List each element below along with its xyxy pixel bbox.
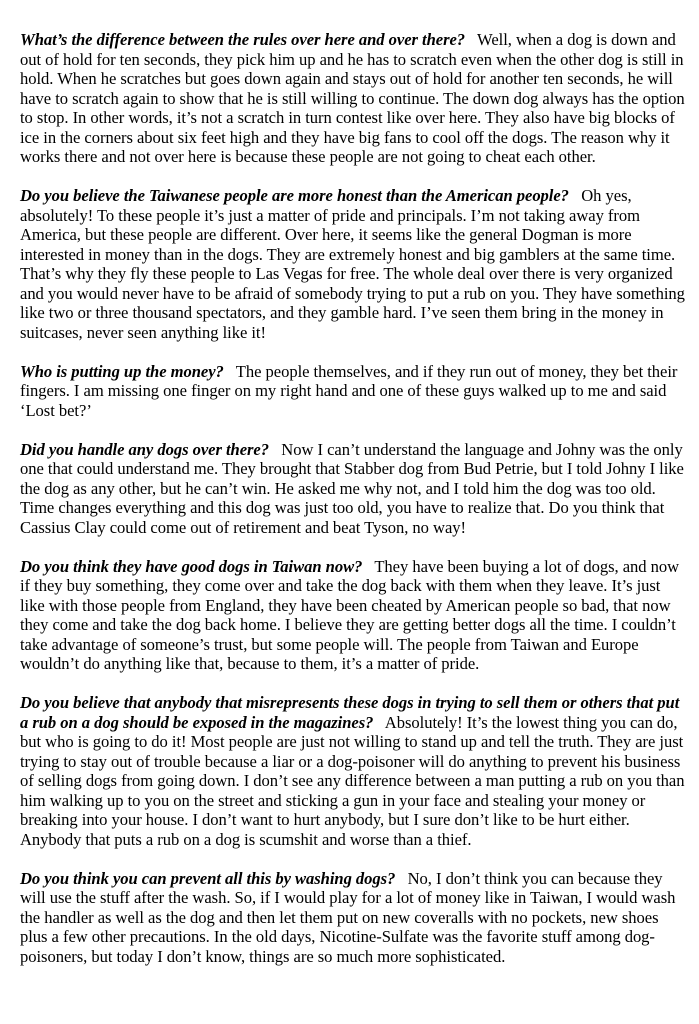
interview-question: Do you believe that anybody that misrepresents these dogs in trying to sell them or others that put a rub on a dog should be exposed in the magazines?	[20, 693, 680, 732]
interview-question: What’s the difference between the rules over here and over there?	[20, 30, 466, 49]
interview-answer: No, I don’t think you can because they will use the stuff after the wash. So, if I would play for a lot of money like in Taiwan, I would wash the handler as well as the dog and then let them put on new coveralls with no pockets, new shoes plus a few other precautions. In the old days, Nicotine-Sulfate was the favorite stuff among dog-poisoners, but today I don’t know, things are so much more sophisticated.	[20, 868, 676, 966]
interview-paragraph-honesty	[20, 186, 688, 342]
interview-answer: Oh yes, absolutely! To these people it’s just a matter of pride and principals. I’m not taking away from America, but these people are different. Over here, it seems like the general Dogman is more interested in money than in the dogs. They are extremely honest and big gamblers at the same time. That’s why they fly these people to Las Vegas for free. The whole deal over there is very organized and you would never have to be afraid of somebody trying to put a rub on you. They have something like two or three thousand spectators, and they gamble hard. I’ve seen them bring in the money in suitcases, never seen anything like it!	[20, 186, 685, 342]
interview-paragraph-money	[20, 362, 688, 421]
interview-answer: Absolutely! It’s the lowest thing you can do, but who is going to do it! Most people are just not willing to stand up and tell the truth. They are just trying to stay out of trouble because a liar or a dog-poisoner will do anything to prevent his business of selling dogs from going down. I don’t see any difference between a man putting a rub on you than him walking up to you on the street and sticking a gun in your face and stealing your money or breaking into your house. I don’t want to hurt anybody, but I sure don’t like to be hurt either. Anybody that puts a rub on a dog is scumshit and worse than a thief.	[20, 712, 685, 849]
interview-paragraph-misrepresent	[20, 693, 688, 849]
interview-paragraph-good-dogs	[20, 557, 688, 674]
interview-question: Did you handle any dogs over there?	[20, 439, 269, 459]
interview-answer: They have been buying a lot of dogs, and now if they buy something, they come over and take the dog back with them when they leave. It’s just like with those people from England, they have been cheated by American people so bad, that now they come and take the dog back home. I believe they are getting better dogs all the time. I couldn’t take advantage of someone’s trust, but some people will. The people from Taiwan and Europe wouldn’t do anything like that, because to them, it’s a matter of pride.	[20, 556, 680, 673]
interview-answer: Well, when a dog is down and out of hold for ten seconds, they pick him up and he has to scratch even when the other dog is still in hold. When he scratches but goes down again and stays out of hold for another ten seconds, he will have to scratch again to show that he is still willing to continue. The down dog always has the option to stop. In other words, it’s not a scratch in turn contest like over here. They also have big blocks of ice in the corners about six feet high and they have big fans to cool off the dogs. The reason why it works there and not over here is because these people are not going to cheat each other.	[20, 30, 685, 166]
interview-paragraph-rules	[20, 30, 688, 167]
interview-answer: Now I can’t understand the language and Johny was the only one that could understand me. They brought that Stabber dog from Bud Petrie, but I told Johny I like the dog as any other, but he can’t win. He asked me why not, and I told him the dog was too old. Time changes everything and this dog was just too old, you have to realize that. Do you think that Cassius Clay could come out of retirement and beat Tyson, no way!	[20, 439, 684, 537]
interview-question: Do you think you can prevent all this by washing dogs?	[20, 868, 396, 888]
interview-answer: The people themselves, and if they run out of money, they bet their fingers. I am missing one finger on my right hand and one of these guys walked up to me and said ‘Lost bet?’	[20, 361, 678, 420]
interview-question: Do you believe the Taiwanese people are more honest than the American people?	[20, 186, 569, 205]
interview-question: Do you think they have good dogs in Taiwan now?	[20, 556, 363, 576]
interview-question: Who is putting up the money?	[20, 361, 224, 381]
interview-paragraph-handling	[20, 440, 688, 538]
interview-paragraph-washing	[20, 869, 688, 967]
document-page	[20, 30, 688, 986]
